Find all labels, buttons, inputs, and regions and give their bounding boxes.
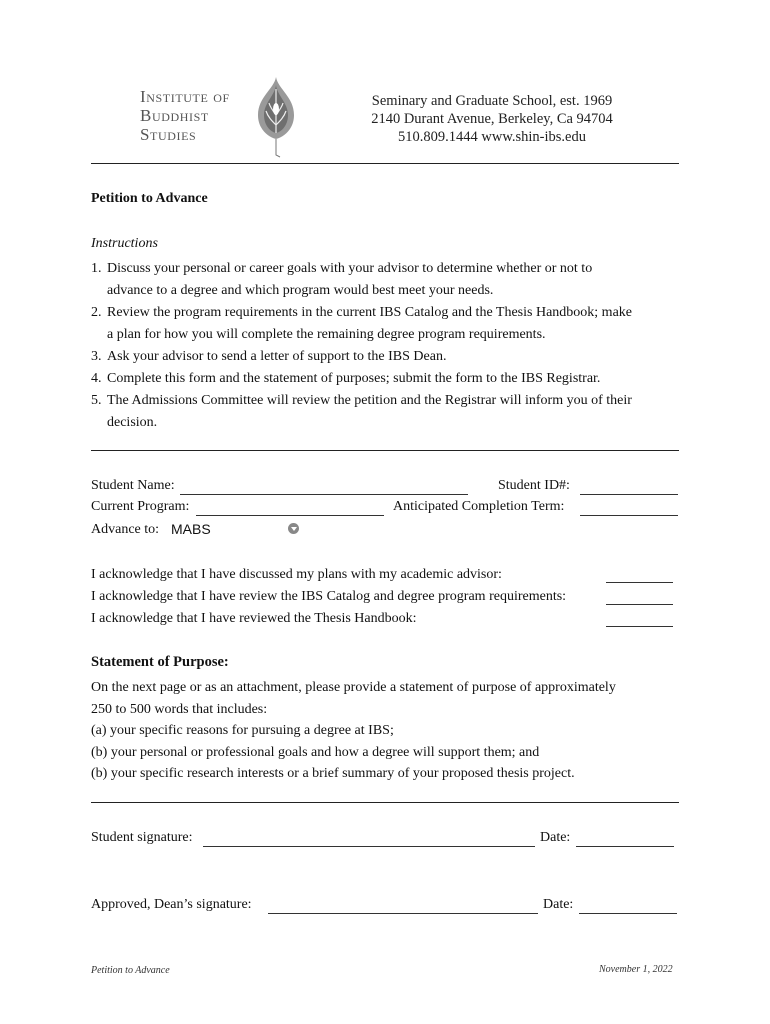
school-address [342,92,642,146]
item-text: Review the program requirements in the current IBS Catalog and the Thesis Handbook; make [107,305,632,320]
address-line: 2140 Durant Avenue, Berkeley, Ca 94704 [371,111,613,127]
student-date-field[interactable] [576,846,674,847]
student-name-label: Student Name: [91,478,175,493]
statement-line: (b) your personal or professional goals and how a degree will support them; and [91,744,540,760]
statement-line: 250 to 500 words that includes: [91,701,268,717]
advance-to-select[interactable] [168,519,304,539]
advance-to-label: Advance to: [91,522,160,537]
item-text: Complete this form and the statement of purposes; submit the form to the IBS Registrar. [107,371,601,386]
item-number: 3. [91,349,102,364]
address-line: Seminary and Graduate School, est. 1969 [371,93,613,109]
ack-catalog-field[interactable] [606,604,673,605]
item-text: Ask your advisor to send a letter of support to the IBS Dean. [107,349,447,364]
item-text: advance to a degree and which program would best meet your needs. [107,283,494,298]
dean-signature-label: Approved, Dean’s signature: [91,897,252,912]
statement-line: On the next page or as an attachment, please provide a statement of purpose of approximately [91,680,616,695]
completion-term-field[interactable] [580,515,678,516]
section-divider [91,450,679,451]
dean-date-label: Date: [543,897,574,912]
list-item [91,390,691,434]
page-title: Petition to Advance [91,191,208,206]
item-number: 4. [91,371,102,386]
footer-title: Petition to Advance [91,965,170,976]
list-item [91,302,691,346]
item-number: 5. [91,393,102,408]
student-signature-label: Student signature: [91,830,193,845]
list-item [91,346,691,368]
lotus-leaf-logo-icon [254,75,298,159]
statement-line: (b) your specific research interests or a brief summary of your proposed thesis project. [91,766,575,781]
item-text: Discuss your personal or career goals with your advisor to determine whether or not to [107,261,593,276]
item-number: 1. [91,261,102,276]
logo-line: Institute of [140,87,230,106]
dean-signature-field[interactable] [268,913,538,914]
item-number: 2. [91,305,102,320]
item-text: decision. [107,415,158,430]
ack-handbook-label: I acknowledge that I have reviewed the Thesis Handbook: [91,611,417,626]
item-text: The Admissions Committee will review the petition and the Registrar will inform you of their [107,393,632,408]
section-divider [91,802,679,803]
logo-line: Buddhist [140,106,209,125]
dean-date-field[interactable] [579,913,677,914]
student-id-label: Student ID#: [498,478,570,493]
completion-term-label: Anticipated Completion Term: [393,499,565,514]
instructions-list [91,258,691,434]
ack-handbook-field[interactable] [606,626,673,627]
list-item [91,258,691,302]
logo-line: Studies [140,125,197,144]
ack-advisor-label: I acknowledge that I have discussed my plans with my academic advisor: [91,567,502,582]
logo-text [140,87,230,144]
student-id-field[interactable] [580,494,678,495]
ack-advisor-field[interactable] [606,582,673,583]
instructions-heading: Instructions [91,236,158,251]
address-line: 510.809.1444 www.shin-ibs.edu [398,129,586,145]
statement-heading: Statement of Purpose: [91,654,229,670]
list-item [91,368,691,390]
header-divider [91,163,679,164]
advance-to-value: MABS [171,521,211,537]
current-program-field[interactable] [196,515,384,516]
statement-body [91,677,691,785]
ack-catalog-label: I acknowledge that I have review the IBS Catalog and degree program requirements: [91,589,567,604]
student-name-field[interactable] [180,494,468,495]
item-text: a plan for how you will complete the remaining degree program requirements. [107,327,546,342]
student-date-label: Date: [540,830,571,845]
statement-line: (a) your specific reasons for pursuing a degree at IBS; [91,723,394,738]
student-signature-field[interactable] [203,846,535,847]
current-program-label: Current Program: [91,499,190,514]
dropdown-arrow-icon[interactable] [288,523,299,534]
footer-date: November 1, 2022 [599,964,673,975]
